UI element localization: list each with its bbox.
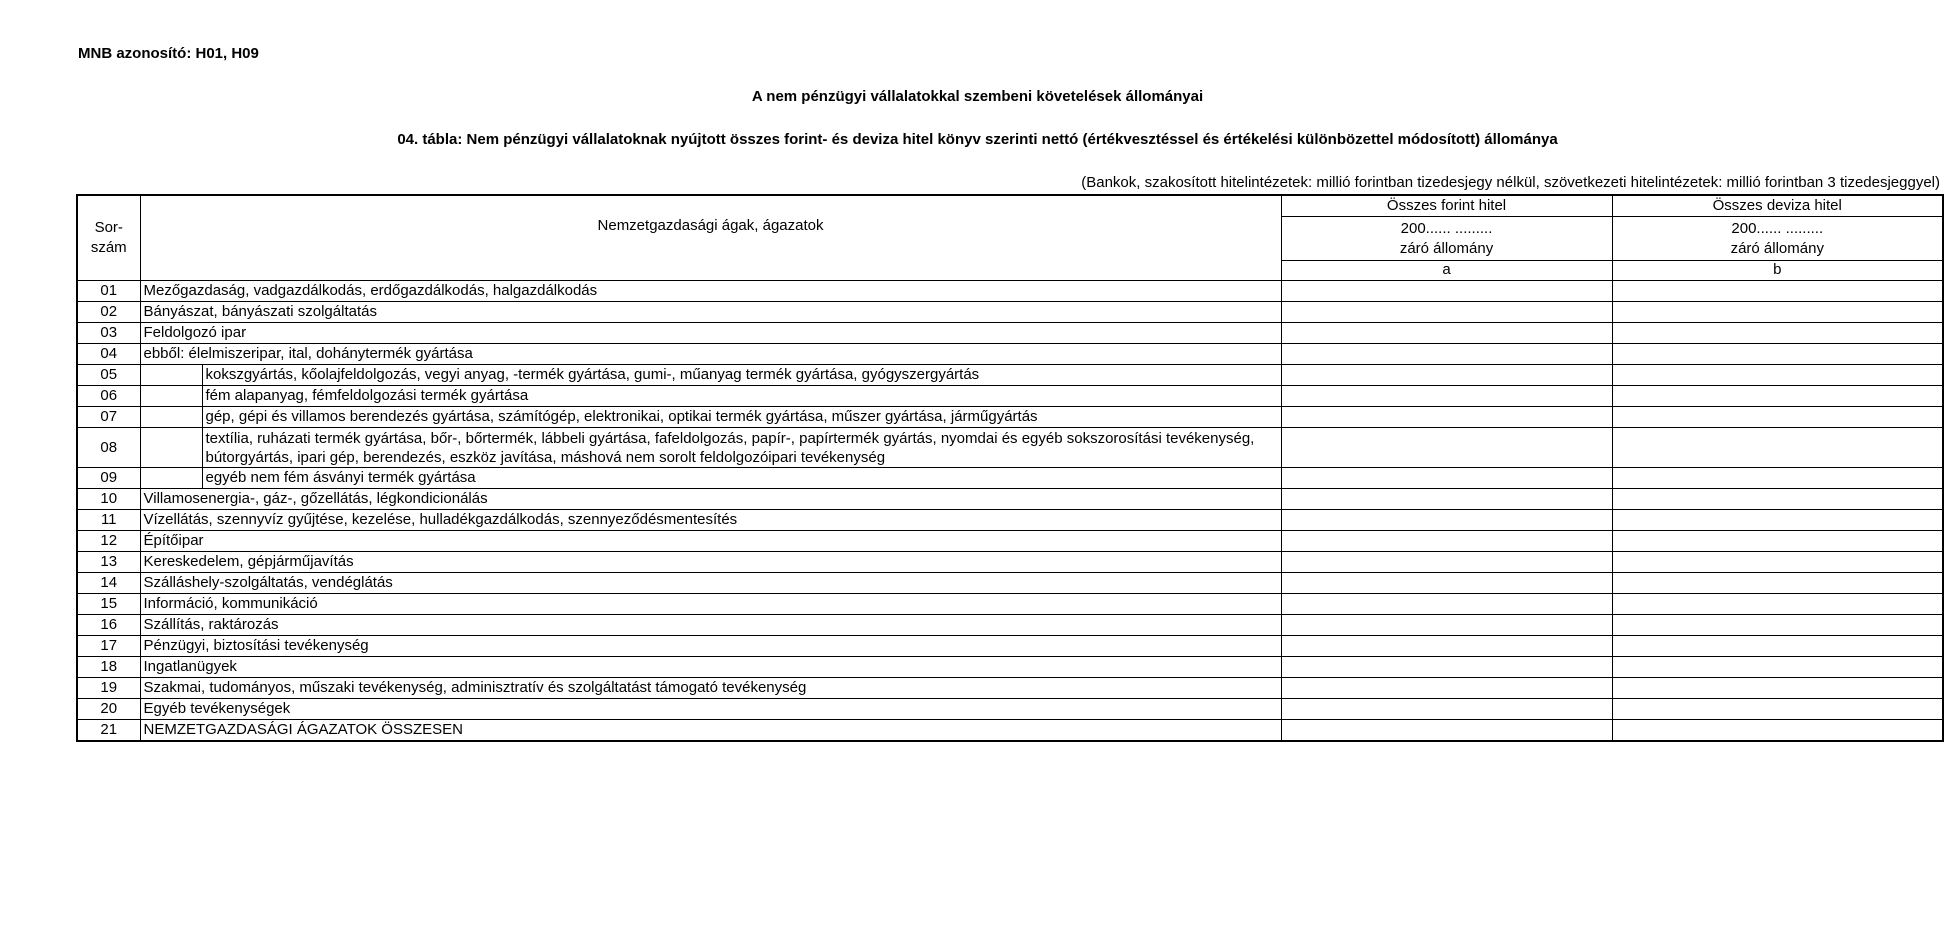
deviza-period: 200...... ......... bbox=[1731, 219, 1824, 237]
forint-value-cell[interactable] bbox=[1281, 489, 1612, 510]
row-number: 04 bbox=[77, 344, 140, 365]
forint-value-cell[interactable] bbox=[1281, 699, 1612, 720]
row-number: 20 bbox=[77, 699, 140, 720]
report-title: A nem pénzügyi vállalatokkal szembeni követelések állományai bbox=[751, 88, 1204, 105]
sector-label: Ingatlanügyek bbox=[140, 657, 1281, 678]
table-title: 04. tábla: Nem pénzügyi vállalatoknak nyújtott összes forint- és deviza hitel könyv szerinti nettó (értékvesztéssel és értékelési különbözettel módosított) állománya bbox=[397, 131, 1558, 148]
deviza-value-cell[interactable] bbox=[1612, 428, 1943, 468]
row-number: 17 bbox=[77, 636, 140, 657]
forint-value-cell[interactable] bbox=[1281, 468, 1612, 489]
forint-value-cell[interactable] bbox=[1281, 510, 1612, 531]
sector-label: Bányászat, bányászati szolgáltatás bbox=[140, 302, 1281, 323]
forint-value-cell[interactable] bbox=[1281, 302, 1612, 323]
header-row-1 bbox=[77, 195, 1943, 217]
row-number: 18 bbox=[77, 657, 140, 678]
deviza-value-cell[interactable] bbox=[1612, 365, 1943, 386]
table-row bbox=[77, 365, 1943, 386]
forint-period-cell bbox=[1281, 217, 1612, 261]
sector-label: Vízellátás, szennyvíz gyűjtése, kezelése, hulladékgazdálkodás, szennyeződésmentesítés bbox=[140, 510, 1281, 531]
forint-value-cell[interactable] bbox=[1281, 365, 1612, 386]
forint-value-cell[interactable] bbox=[1281, 636, 1612, 657]
col-a-label: a bbox=[1281, 260, 1612, 280]
row-number: 03 bbox=[77, 323, 140, 344]
row-number: 15 bbox=[77, 594, 140, 615]
indent-cell bbox=[140, 386, 202, 407]
sector-label: Pénzügyi, biztosítási tevékenység bbox=[140, 636, 1281, 657]
forint-value-cell[interactable] bbox=[1281, 615, 1612, 636]
table-row bbox=[77, 699, 1943, 720]
deviza-value-cell[interactable] bbox=[1612, 407, 1943, 428]
deviza-value-cell[interactable] bbox=[1612, 699, 1943, 720]
table-row bbox=[77, 407, 1943, 428]
table-row bbox=[77, 531, 1943, 552]
deviza-value-cell[interactable] bbox=[1612, 344, 1943, 365]
row-number: 13 bbox=[77, 552, 140, 573]
forint-value-cell[interactable] bbox=[1281, 657, 1612, 678]
sector-label: Feldolgozó ipar bbox=[140, 323, 1281, 344]
deviza-value-cell[interactable] bbox=[1612, 468, 1943, 489]
sector-label: Villamosenergia-, gáz-, gőzellátás, légkondicionálás bbox=[140, 489, 1281, 510]
row-number: 06 bbox=[77, 386, 140, 407]
forint-value-cell[interactable] bbox=[1281, 428, 1612, 468]
row-number: 11 bbox=[77, 510, 140, 531]
sorszam-header-line2: szám bbox=[90, 239, 127, 256]
sorszam-header-line1: Sor- bbox=[94, 219, 123, 236]
unit-note: (Bankok, szakosított hitelintézetek: millió forintban tizedesjegy nélkül, szövetkezeti hitelintézetek: millió forintban 3 tizedesjeggyel) bbox=[1081, 174, 1940, 191]
deviza-closing: záró állomány bbox=[1730, 239, 1824, 257]
forint-value-cell[interactable] bbox=[1281, 281, 1612, 302]
deviza-value-cell[interactable] bbox=[1612, 489, 1943, 510]
table-row bbox=[77, 489, 1943, 510]
table-row bbox=[77, 323, 1943, 344]
forint-value-cell[interactable] bbox=[1281, 323, 1612, 344]
deviza-value-cell[interactable] bbox=[1612, 510, 1943, 531]
deviza-value-cell[interactable] bbox=[1612, 678, 1943, 699]
row-number: 08 bbox=[77, 428, 140, 468]
row-number: 07 bbox=[77, 407, 140, 428]
deviza-header: Összes deviza hitel bbox=[1612, 195, 1943, 217]
forint-value-cell[interactable] bbox=[1281, 531, 1612, 552]
sectors-header: Nemzetgazdasági ágak, ágazatok bbox=[140, 195, 1281, 281]
sector-label: Mezőgazdaság, vadgazdálkodás, erdőgazdálkodás, halgazdálkodás bbox=[140, 281, 1281, 302]
sector-label: ebből: élelmiszeripar, ital, dohánytermék gyártása bbox=[140, 344, 1281, 365]
table-row bbox=[77, 720, 1943, 742]
forint-value-cell[interactable] bbox=[1281, 407, 1612, 428]
indent-cell bbox=[140, 428, 202, 468]
table-row bbox=[77, 594, 1943, 615]
forint-value-cell[interactable] bbox=[1281, 720, 1612, 742]
deviza-value-cell[interactable] bbox=[1612, 720, 1943, 742]
forint-closing: záró állomány bbox=[1399, 239, 1494, 257]
sector-label: textília, ruházati termék gyártása, bőr-, bőrtermék, lábbeli gyártása, fafeldolgozás, papír-, papírtermék gyártás, nyomdai és egyéb sokszorosítási tevékenység, bútorgyártás, ipari gép, berendezés, eszköz javítása, máshová nem sorolt feldolgozóipari tevékenység bbox=[202, 428, 1281, 468]
table-row bbox=[77, 552, 1943, 573]
row-number: 21 bbox=[77, 720, 140, 742]
deviza-value-cell[interactable] bbox=[1612, 552, 1943, 573]
deviza-value-cell[interactable] bbox=[1612, 386, 1943, 407]
forint-header: Összes forint hitel bbox=[1281, 195, 1612, 217]
table-row bbox=[77, 657, 1943, 678]
table-row bbox=[77, 678, 1943, 699]
table-row bbox=[77, 344, 1943, 365]
deviza-value-cell[interactable] bbox=[1612, 531, 1943, 552]
sector-label: Építőipar bbox=[140, 531, 1281, 552]
row-number: 09 bbox=[77, 468, 140, 489]
deviza-value-cell[interactable] bbox=[1612, 636, 1943, 657]
forint-value-cell[interactable] bbox=[1281, 344, 1612, 365]
forint-value-cell[interactable] bbox=[1281, 386, 1612, 407]
row-number: 02 bbox=[77, 302, 140, 323]
sector-label: Információ, kommunikáció bbox=[140, 594, 1281, 615]
indent-cell bbox=[140, 468, 202, 489]
table-row bbox=[77, 302, 1943, 323]
row-number: 10 bbox=[77, 489, 140, 510]
deviza-value-cell[interactable] bbox=[1612, 281, 1943, 302]
deviza-value-cell[interactable] bbox=[1612, 323, 1943, 344]
deviza-value-cell[interactable] bbox=[1612, 573, 1943, 594]
deviza-value-cell[interactable] bbox=[1612, 657, 1943, 678]
forint-value-cell[interactable] bbox=[1281, 594, 1612, 615]
deviza-period-cell bbox=[1612, 217, 1943, 261]
sector-label: NEMZETGAZDASÁGI ÁGAZATOK ÖSSZESEN bbox=[140, 720, 1281, 742]
table-row bbox=[77, 636, 1943, 657]
row-number: 16 bbox=[77, 615, 140, 636]
row-number: 01 bbox=[77, 281, 140, 302]
table-row bbox=[77, 573, 1943, 594]
sector-label: Egyéb tevékenységek bbox=[140, 699, 1281, 720]
deviza-value-cell[interactable] bbox=[1612, 594, 1943, 615]
row-number: 12 bbox=[77, 531, 140, 552]
sector-label: Szálláshely-szolgáltatás, vendéglátás bbox=[140, 573, 1281, 594]
table-row bbox=[77, 281, 1943, 302]
table-row bbox=[77, 510, 1943, 531]
row-number: 19 bbox=[77, 678, 140, 699]
col-b-label: b bbox=[1612, 260, 1943, 280]
forint-value-cell[interactable] bbox=[1281, 552, 1612, 573]
sorszam-header bbox=[77, 195, 140, 281]
sector-label: Szállítás, raktározás bbox=[140, 615, 1281, 636]
sector-label: Szakmai, tudományos, műszaki tevékenység, adminisztratív és szolgáltatást támogató tevékenység bbox=[140, 678, 1281, 699]
sector-label: egyéb nem fém ásványi termék gyártása bbox=[202, 468, 1281, 489]
table-row bbox=[77, 428, 1943, 468]
table-row bbox=[77, 386, 1943, 407]
forint-value-cell[interactable] bbox=[1281, 678, 1612, 699]
table-row bbox=[77, 468, 1943, 489]
indent-cell bbox=[140, 407, 202, 428]
loan-table bbox=[76, 194, 1944, 742]
indent-cell bbox=[140, 365, 202, 386]
forint-value-cell[interactable] bbox=[1281, 573, 1612, 594]
row-number: 14 bbox=[77, 573, 140, 594]
sector-label: fém alapanyag, fémfeldolgozási termék gyártása bbox=[202, 386, 1281, 407]
row-number: 05 bbox=[77, 365, 140, 386]
sector-label: Kereskedelem, gépjárműjavítás bbox=[140, 552, 1281, 573]
forint-period: 200...... ......... bbox=[1400, 219, 1493, 237]
sector-label: gép, gépi és villamos berendezés gyártása, számítógép, elektronikai, optikai termék gyártása, műszer gyártása, járműgyártás bbox=[202, 407, 1281, 428]
sector-label: kokszgyártás, kőolajfeldolgozás, vegyi anyag, -termék gyártása, gumi-, műanyag termék gyártása, gyógyszergyártás bbox=[202, 365, 1281, 386]
mnb-identifier: MNB azonosító: H01, H09 bbox=[78, 45, 259, 62]
deviza-value-cell[interactable] bbox=[1612, 302, 1943, 323]
table-row bbox=[77, 615, 1943, 636]
deviza-value-cell[interactable] bbox=[1612, 615, 1943, 636]
